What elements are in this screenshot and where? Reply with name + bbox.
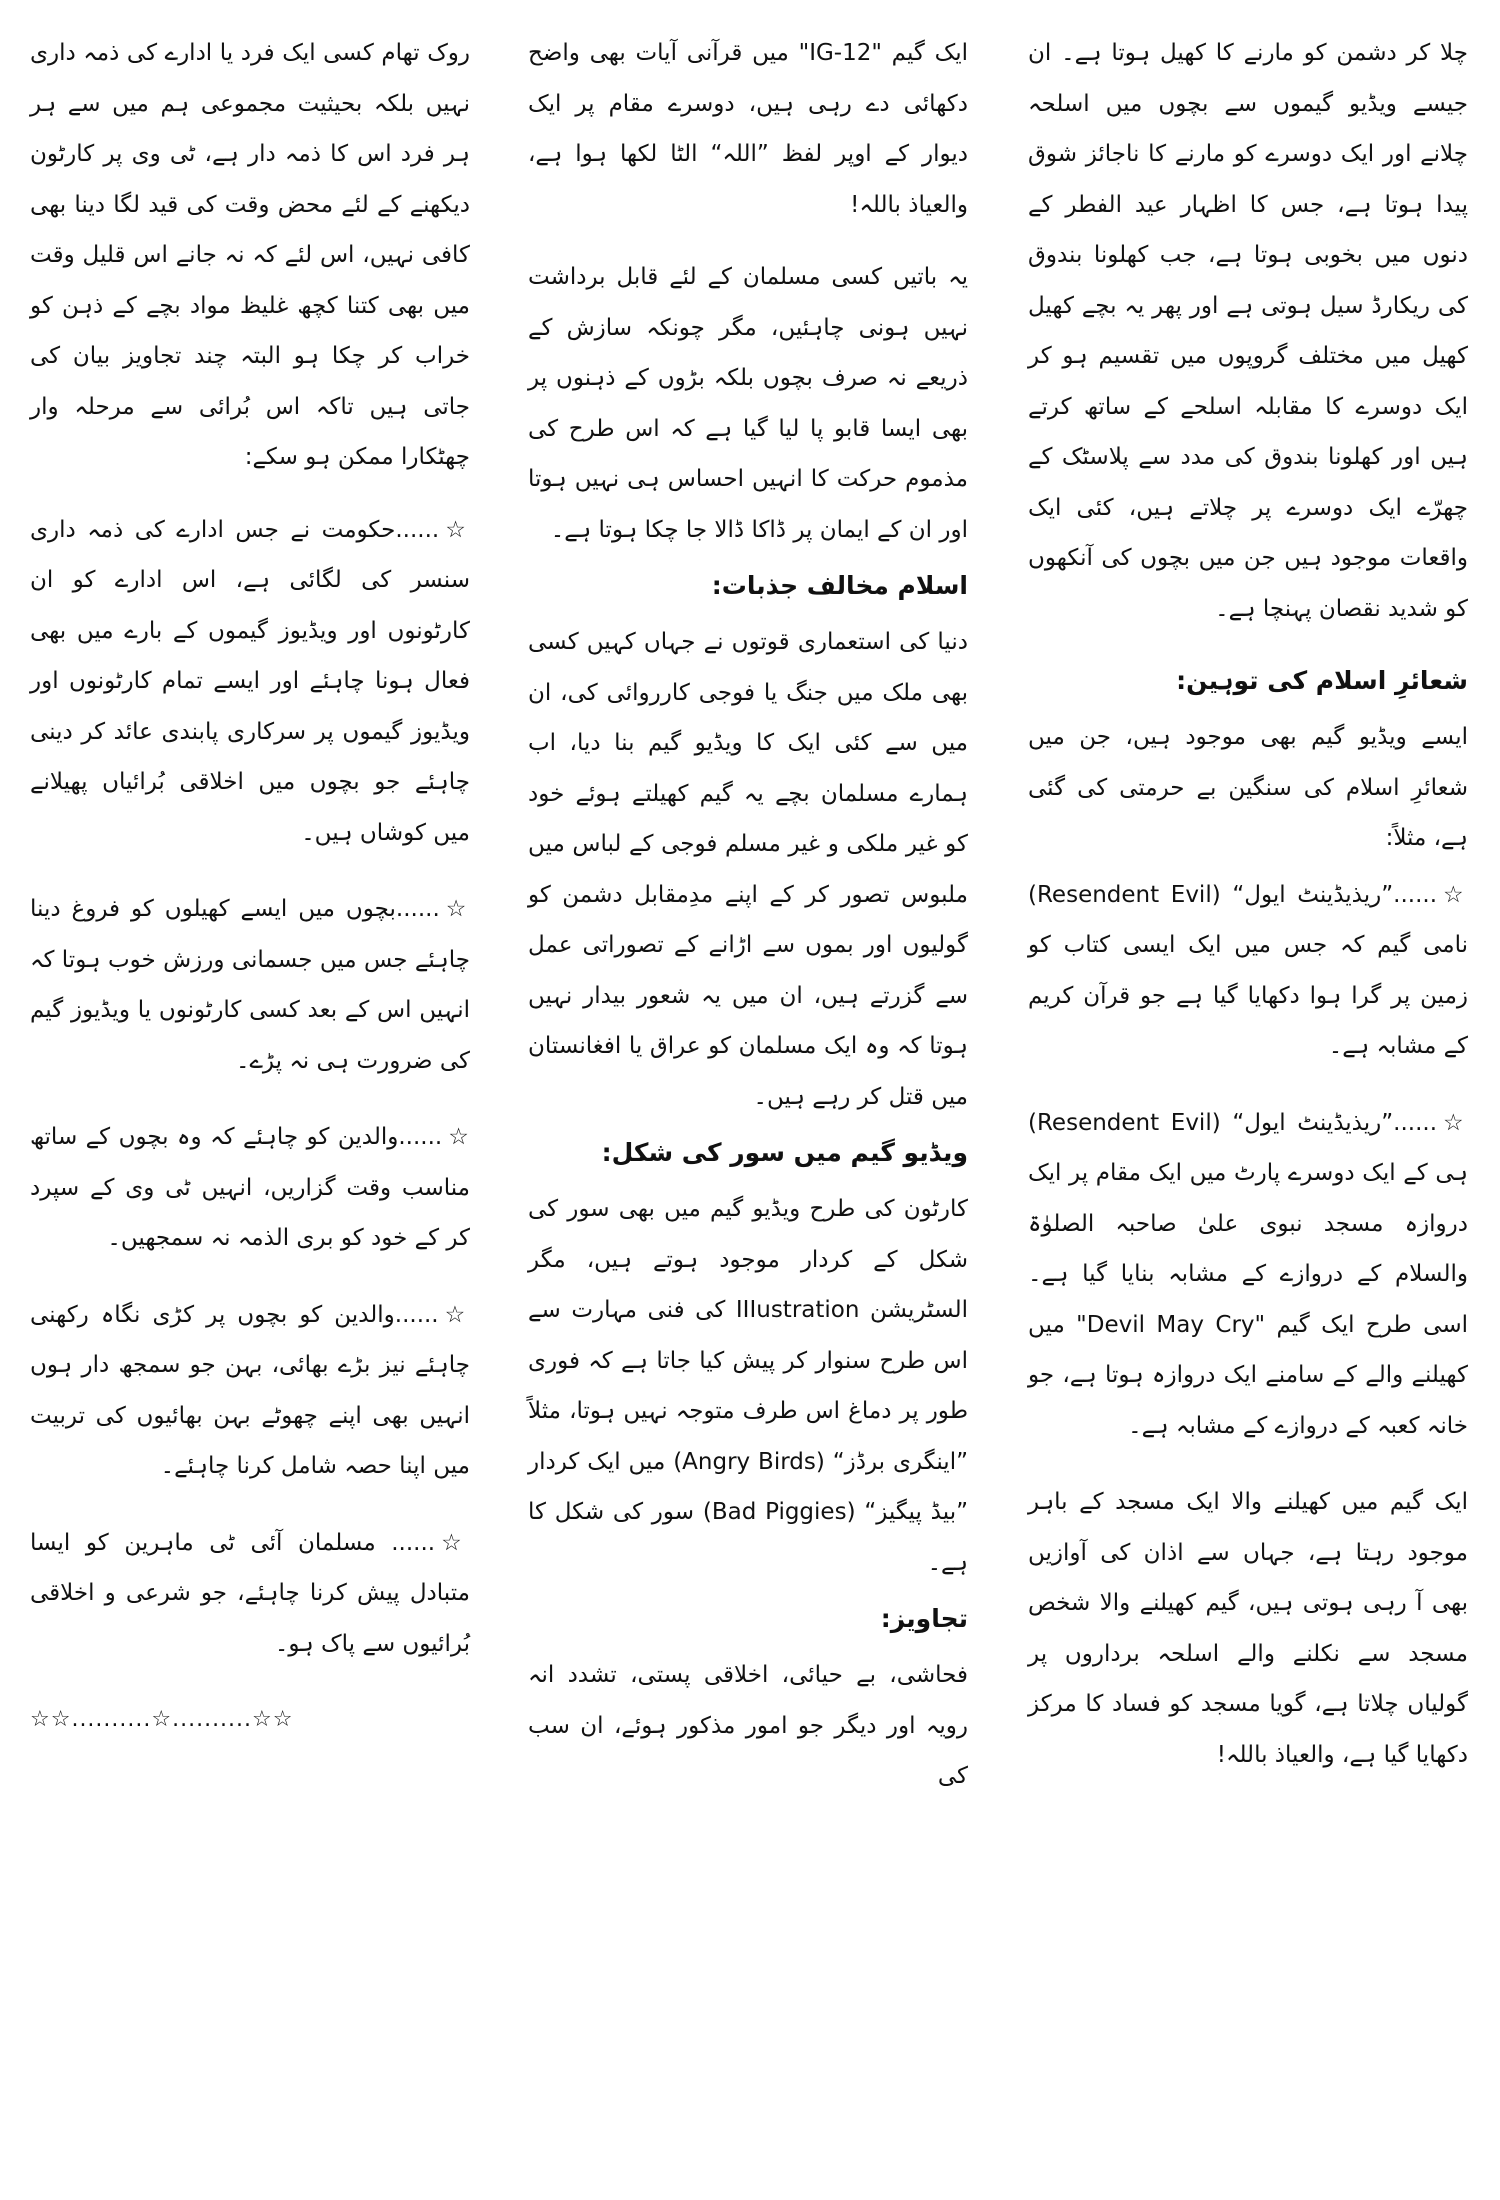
section-heading: اسلام مخالف جذبات: — [711, 571, 968, 600]
list-item-text: ......حکومت نے جس ادارے کی ذمہ داری سنسر کی لگائی ہے، اس ادارے کو ان کارٹونوں اور ویڈیوز گیموں کے بارے میں بھی فعال ہونا چاہئے اور ایسے تمام کارٹونوں اور ویڈیوز گیموں پر سرکاری پابندی عائد کر دینی چاہئے جو بچوں میں اخلاقی بُرائیاں پھیلانے میں کوشاں ہیں۔ — [30, 516, 470, 846]
list-item-text: ...... مسلمان آئی ٹی ماہرین کو ایسا متبادل پیش کرنا چاہئے، جو شرعی و اخلاقی بُرائیوں سے پاک ہو۔ — [30, 1529, 470, 1657]
article-column-left — [30, 28, 470, 1746]
paragraph: فحاشی، بے حیائی، اخلاقی پستی، تشدد انہ رویہ اور دیگر جو امور مذکور ہوئے، ان سب کی — [528, 1662, 968, 1789]
list-item-text: ......والدین کو بچوں پر کڑی نگاہ رکھنی چاہئے نیز بڑے بھائی، بہن جو سمجھ دار ہوں انہیں بھی اپنے چھوٹے بہن بھائیوں کی تربیت میں اپنا حصہ شامل کرنا چاہئے۔ — [30, 1301, 470, 1479]
star-icon: ☆ — [1443, 881, 1468, 908]
paragraph: ایک گیم "IG-12" میں قرآنی آیات بھی واضح دکھائی دے رہی ہیں، دوسرے مقام پر ایک دیوار کے اوپر لفظ ”اللہ“ الٹا لکھا ہوا ہے، والعیاذ باللہ! — [528, 40, 968, 218]
star-icon: ☆ — [444, 1301, 470, 1328]
article-column-right — [1028, 28, 1468, 1802]
star-icon: ☆ — [441, 1529, 471, 1556]
paragraph: روک تھام کسی ایک فرد یا ادارے کی ذمہ داری نہیں بلکہ بحیثیت مجموعی ہم میں سے ہر ہر فرد اس کا ذمہ دار ہے، ٹی وی پر کارٹون دیکھنے کے لئے محض وقت کی قید لگا دینا بھی کافی نہیں، اس لئے کہ نہ جانے اس قلیل وقت میں بھی کتنا کچھ غلیظ مواد بچے کے ذہن کو خراب کر چکا ہو البتہ چند تجاویز بیان کی جاتی ہیں تاکہ اس بُرائی سے مرحلہ وار چھٹکارا ممکن ہو سکے: — [30, 40, 470, 470]
list-item — [30, 1112, 470, 1264]
star-icon: ☆ — [1443, 1109, 1468, 1136]
star-icon: ☆ — [445, 896, 471, 922]
star-icon: ☆ — [445, 516, 470, 543]
paragraph: چلا کر دشمن کو مارنے کا کھیل ہوتا ہے۔ ان جیسے ویڈیو گیموں سے بچوں میں اسلحہ چلانے اور ایک دوسرے کو مارنے کا ناجائز شوق پیدا ہوتا ہے، جس کا اظہار عید الفطر کے دنوں میں بخوبی ہوتا ہے، جب کھلونا بندوق کی ریکارڈ سیل ہوتی ہے اور پھر یہ بچے کھیل کھیل میں مختلف گروپوں میں تقسیم ہو کر ایک دوسرے کا مقابلہ اسلحے کے ساتھ کرتے ہیں اور کھلونا بندوق کی مدد سے پلاسٹک کے چھرّے ایک دوسرے پر چلاتے ہیں، کئی ایک واقعات موجود ہیں جن میں بچوں کی آنکھوں کو شدید نقصان پہنچا ہے۔ — [1028, 40, 1468, 622]
list-item-text: ......”ریذیڈینٹ ایول“ (Resendent Evil) ہی کے ایک دوسرے پارٹ میں ایک مقام پر ایک دروازہ مسجد نبوی علیٰ صاحبہ الصلوٰۃ والسلام کے دروازے کے مشابہ بنایا گیا ہے۔ اسی طرح ایک گیم "Devil May Cry" میں کھیلنے والے کے سامنے ایک دروازہ ہوتا ہے، جو خانہ کعبہ کے دروازے کے مشابہ ہے۔ — [1028, 1109, 1468, 1439]
list-item-text: ......بچوں میں ایسے کھیلوں کو فروغ دینا چاہئے جس میں جسمانی ورزش خوب ہوتا کہ انہیں اس کے بعد کسی کارٹونوں یا ویڈیوز گیم کی ضرورت ہی نہ پڑے۔ — [30, 896, 470, 1074]
bullet-list — [1028, 870, 1468, 1452]
section-heading: شعائرِ اسلام کی توہین: — [1176, 666, 1468, 695]
star-icon: ☆ — [448, 1124, 470, 1150]
paragraph: ایسے ویڈیو گیم بھی موجود ہیں، جن میں شعائرِ اسلام کی سنگین بے حرمتی کی گئی ہے، مثلاً: — [1028, 724, 1468, 851]
section-heading: تجاویز: — [880, 1604, 968, 1633]
list-item — [30, 505, 470, 859]
list-item — [1028, 870, 1468, 1072]
list-item-text: ......”ریذیڈینٹ ایول“ (Resendent Evil) نامی گیم کہ جس میں ایک ایسی کتاب کو زمین پر گرا ہوا دکھایا گیا ہے جو قرآن کریم کے مشابہ ہے۔ — [1028, 881, 1468, 1059]
paragraph: ایک گیم میں کھیلنے والا ایک مسجد کے باہر موجود رہتا ہے، جہاں سے اذان کی آوازیں بھی آ رہی ہوتی ہیں، گیم کھیلنے والا شخص مسجد سے نکلنے والے اسلحہ برداروں پر گولیاں چلاتا ہے، گویا مسجد کو فساد کا مرکز دکھایا گیا ہے، والعیاذ باللہ! — [1028, 1489, 1468, 1768]
paragraph: کارٹون کی طرح ویڈیو گیم میں بھی سور کی شکل کے کردار موجود ہوتے ہیں، مگر السٹریشن IIIustration کی فنی مہارت سے اس طرح سنوار کر پیش کیا جاتا ہے کہ فوری طور پر دماغ اس طرف متوجہ نہیں ہوتا، مثلاً ”اینگری برڈز“ (Angry Birds) میں ایک کردار ”بیڈ پیگیز“ (Bad Piggies) سور کی شکل کا ہے۔ — [528, 1196, 969, 1576]
list-item-text: ......والدین کو چاہئے کہ وہ بچوں کے ساتھ مناسب وقت گزاریں، انہیں ٹی وی کے سپرد کر کے خود کو بری الذمہ نہ سمجھیں۔ — [30, 1124, 470, 1251]
end-of-article-mark: ☆☆..........☆..........☆☆ — [30, 1707, 294, 1732]
paragraph: دنیا کی استعماری قوتوں نے جہاں کہیں کسی بھی ملک میں جنگ یا فوجی کارروائی کی، ان میں سے کئی ایک کا ویڈیو گیم بنا دیا، اب ہمارے مسلمان بچے یہ گیم کھیلتے ہوئے خود کو غیر ملکی و غیر مسلم فوجی کے لباس میں ملبوس تصور کر کے اپنے مدِمقابل دشمن کو گولیوں اور بموں سے اڑانے کے تصوراتی عمل سے گزرتے ہیں، ان میں یہ شعور بیدار نہیں ہوتا کہ وہ ایک مسلمان کو عراق یا افغانستان میں قتل کر رہے ہیں۔ — [528, 629, 968, 1110]
list-item — [30, 884, 470, 1086]
list-item — [30, 1518, 470, 1670]
section-heading: ویڈیو گیم میں سور کی شکل: — [601, 1138, 968, 1167]
list-item — [1028, 1098, 1468, 1452]
article-column-middle — [528, 28, 968, 1824]
paragraph: یہ باتیں کسی مسلمان کے لئے قابل برداشت نہیں ہونی چاہئیں، مگر چونکہ سازش کے ذریعے نہ صرف بچوں بلکہ بڑوں کے ذہنوں پر بھی ایسا قابو پا لیا گیا ہے کہ اس طرح کی مذموم حرکت کا انہیں احساس ہی نہیں ہوتا اور ان کے ایمان پر ڈاکا ڈالا جا چکا ہوتا ہے۔ — [528, 264, 968, 543]
suggestion-list — [30, 505, 470, 1670]
list-item — [30, 1290, 470, 1492]
